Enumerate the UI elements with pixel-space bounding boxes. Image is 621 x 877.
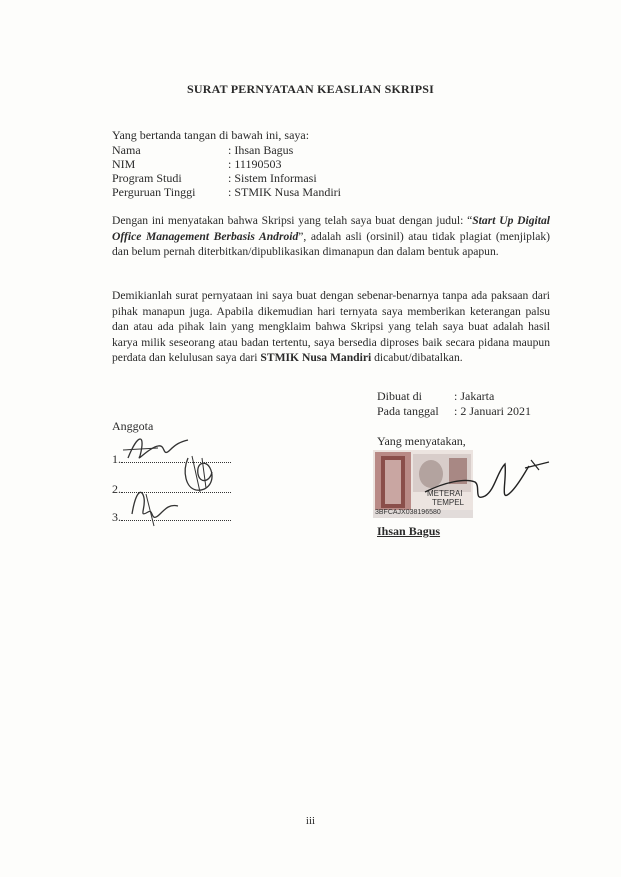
signer-signature	[415, 452, 555, 512]
field-label-nama: Nama	[112, 143, 141, 157]
page-number: iii	[305, 815, 316, 827]
field-value-program-studi: : Sistem Informasi	[228, 171, 317, 185]
declaration-text-after: dicabut/dibatalkan.	[371, 351, 463, 364]
anggota-label: Anggota	[112, 419, 154, 433]
thesis-title: Start Up Digital Office Management Berbasis Android	[112, 214, 550, 243]
date-value: : 2 Januari 2021	[454, 404, 531, 418]
stamp-label: METERAI	[427, 489, 463, 498]
statement-paragraph	[112, 213, 550, 260]
date-label: Pada tanggal	[377, 404, 439, 418]
stamp-label-2: TEMPEL	[432, 498, 465, 507]
declaration-paragraph	[112, 288, 550, 366]
member-3-signature	[118, 484, 188, 528]
closing-text: Yang menyatakan,	[377, 434, 466, 448]
place-value: : Jakarta	[454, 389, 495, 403]
statement-text-before: Dengan ini menyatakan bahwa Skripsi yang telah saya buat dengan judul: “	[112, 214, 473, 227]
place-label: Dibuat di	[377, 389, 422, 403]
statement-text-after: ”, adalah asli (orsinil) atau tidak plagiat (menjiplak) dan belum pernah diterbitkan/dipublikasikan dimanapun dan dalam bentuk apapun.	[112, 229, 550, 258]
field-label-nim: NIM	[112, 157, 136, 171]
member-number: 1.	[112, 452, 121, 466]
member-number: 2.	[112, 482, 121, 496]
field-value-nim: : 11190503	[228, 157, 282, 171]
document-title: SURAT PERNYATAAN KEASLIAN SKRIPSI	[187, 82, 434, 96]
member-number: 3.	[112, 510, 121, 524]
signer-name: Ihsan Bagus	[377, 524, 441, 538]
intro-text: Yang bertanda tangan di bawah ini, saya:	[112, 128, 310, 142]
field-value-nama: : Ihsan Bagus	[228, 143, 294, 157]
field-label-program-studi: Program Studi	[112, 171, 182, 185]
field-label-perguruan-tinggi: Perguruan Tinggi	[112, 185, 196, 199]
declaration-text-before: Demikianlah surat pernyataan ini saya buat dengan sebenar-benarnya tanpa ada paksaan dari pihak manapun juga. Apabila dikemudian hari ternyata saya memberikan keterangan palsu dan atau ada pihak lain yang mengklaim bahwa Skripsi yang telah saya buat adalah hasil karya milik seseorang atau badan tertentu, saya bersedia diproses baik secara pidana maupun perdata dan kelulusan saya dari	[112, 289, 550, 364]
field-value-perguruan-tinggi: : STMIK Nusa Mandiri	[228, 185, 341, 199]
institution-name: STMIK Nusa Mandiri	[260, 351, 372, 364]
stamp-serial: 3BFCAJX038196580	[375, 509, 441, 516]
